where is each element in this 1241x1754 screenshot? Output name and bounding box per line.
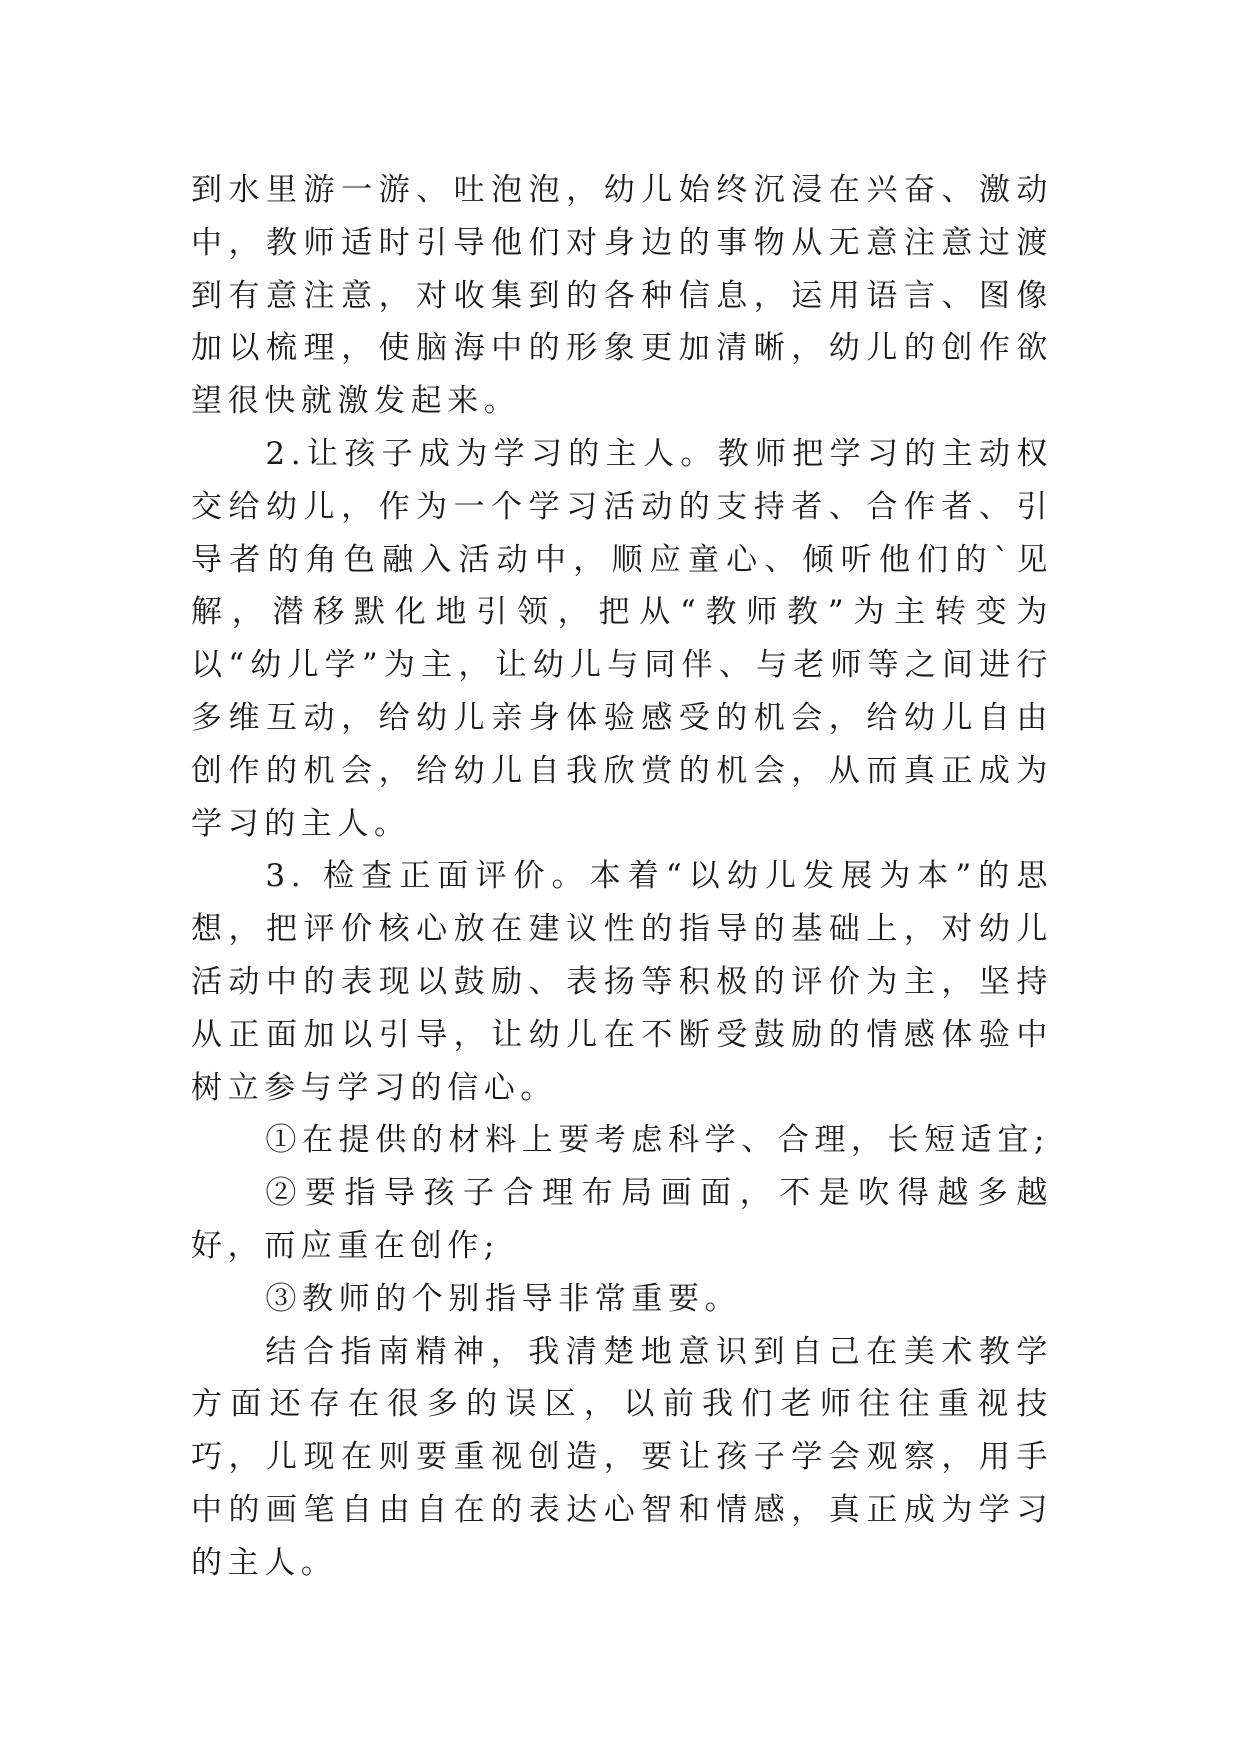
paragraph-subpoint-2: ②要指导孩子合理布局画面，不是吹得越多越好，而应重在创作; (191, 1175, 1053, 1264)
paragraph-subpoint-1: ①在提供的材料上要考虑科学、合理，长短适宜; (265, 1122, 1051, 1159)
document-body (191, 164, 1053, 1590)
paragraph-point-3: 3. 检查正面评价。本着“以幼儿发展为本”的思想，把评价核心放在建议性的指导的基础上，对幼儿活动中的表现以鼓励、表扬等积极的评价为主，坚持从正面加以引导，让幼儿在不断受鼓励的情感体验中树立参与学习的信心。 (191, 858, 1053, 1106)
paragraph-continuation: 到水里游一游、吐泡泡，幼儿始终沉浸在兴奋、激动中，教师适时引导他们对身边的事物从无意注意过渡到有意注意，对收集到的各种信息，运用语言、图像加以梳理，使脑海中的形象更加清晰，幼儿的创作欲望很快就激发起来。 (191, 172, 1053, 420)
paragraph-point-2: 2.让孩子成为学习的主人。教师把学习的主动权交给幼儿，作为一个学习活动的支持者、合作者、引导者的角色融入活动中，顺应童心、倾听他们的`见解，潜移默化地引领，把从“教师教”为主转变为以“幼儿学”为主，让幼儿与同伴、与老师等之间进行多维互动，给幼儿亲身体验感受的机会，给幼儿自由创作的机会，给幼儿自我欣赏的机会，从而真正成为学习的主人。 (191, 435, 1053, 842)
paragraph-subpoint-3: ③教师的个别指导非常重要。 (265, 1280, 742, 1317)
paragraph-conclusion: 结合指南精神，我清楚地意识到自己在美术教学方面还存在很多的误区，以前我们老师往往重视技巧，儿现在则要重视创造，要让孩子学会观察，用手中的画笔自由自在的表达心智和情感，真正成为学习的主人。 (191, 1333, 1053, 1581)
